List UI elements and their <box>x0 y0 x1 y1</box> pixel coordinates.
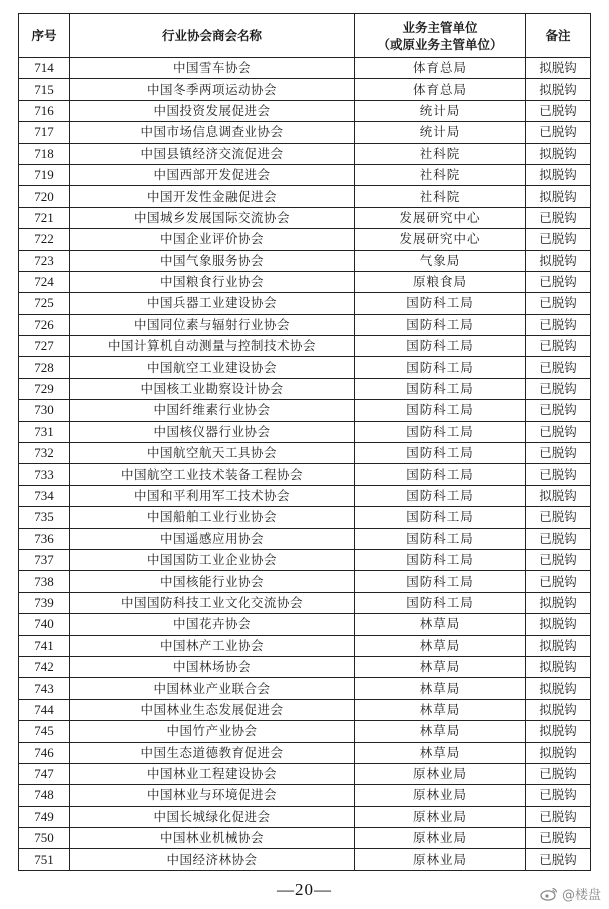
cell-name: 中国航空工业建设协会 <box>70 357 355 378</box>
table-row <box>19 250 591 271</box>
cell-note: 已脱钩 <box>526 443 591 464</box>
table-row <box>19 357 591 378</box>
cell-name: 中国林业与环境促进会 <box>70 785 355 806</box>
table-row <box>19 229 591 250</box>
table-row <box>19 785 591 806</box>
cell-name: 中国林业产业联合会 <box>70 678 355 699</box>
cell-name: 中国林业工程建设协会 <box>70 763 355 784</box>
cell-name: 中国长城绿化促进会 <box>70 806 355 827</box>
cell-name: 中国雪车协会 <box>70 58 355 79</box>
table-row <box>19 271 591 292</box>
table-row <box>19 507 591 528</box>
table-row <box>19 207 591 228</box>
cell-name: 中国林产工业协会 <box>70 635 355 656</box>
table-row <box>19 336 591 357</box>
table-row <box>19 635 591 656</box>
association-table-container <box>18 13 590 871</box>
cell-unit: 林草局 <box>355 678 526 699</box>
cell-num: 741 <box>19 635 70 656</box>
cell-unit: 国防科工局 <box>355 549 526 570</box>
table-row <box>19 699 591 720</box>
cell-num: 719 <box>19 164 70 185</box>
cell-unit: 林草局 <box>355 721 526 742</box>
cell-note: 已脱钩 <box>526 207 591 228</box>
cell-note: 拟脱钩 <box>526 186 591 207</box>
cell-note: 已脱钩 <box>526 549 591 570</box>
cell-unit: 国防科工局 <box>355 314 526 335</box>
cell-name: 中国企业评价协会 <box>70 229 355 250</box>
cell-unit: 国防科工局 <box>355 464 526 485</box>
table-row <box>19 806 591 827</box>
cell-num: 744 <box>19 699 70 720</box>
table-row <box>19 849 591 870</box>
cell-note: 拟脱钩 <box>526 250 591 271</box>
cell-num: 722 <box>19 229 70 250</box>
cell-num: 737 <box>19 549 70 570</box>
cell-note: 拟脱钩 <box>526 164 591 185</box>
cell-num: 717 <box>19 122 70 143</box>
cell-unit: 国防科工局 <box>355 592 526 613</box>
cell-unit: 气象局 <box>355 250 526 271</box>
cell-num: 733 <box>19 464 70 485</box>
watermark-text: @楼盘 <box>561 888 601 903</box>
table-row <box>19 721 591 742</box>
table-row <box>19 678 591 699</box>
cell-note: 拟脱钩 <box>526 592 591 613</box>
cell-num: 734 <box>19 485 70 506</box>
cell-note: 已脱钩 <box>526 229 591 250</box>
cell-num: 743 <box>19 678 70 699</box>
header-note: 备注 <box>526 14 591 58</box>
cell-note: 已脱钩 <box>526 571 591 592</box>
cell-name: 中国航空工业技术装备工程协会 <box>70 464 355 485</box>
cell-name: 中国投资发展促进会 <box>70 100 355 121</box>
cell-name: 中国县镇经济交流促进会 <box>70 143 355 164</box>
cell-unit: 体育总局 <box>355 79 526 100</box>
cell-unit: 国防科工局 <box>355 443 526 464</box>
cell-note: 已脱钩 <box>526 528 591 549</box>
cell-note: 拟脱钩 <box>526 614 591 635</box>
table-body <box>19 58 591 871</box>
cell-name: 中国经济林协会 <box>70 849 355 870</box>
cell-num: 738 <box>19 571 70 592</box>
table-row <box>19 549 591 570</box>
cell-note: 已脱钩 <box>526 357 591 378</box>
cell-num: 728 <box>19 357 70 378</box>
cell-unit: 国防科工局 <box>355 507 526 528</box>
cell-num: 739 <box>19 592 70 613</box>
cell-num: 749 <box>19 806 70 827</box>
table-row <box>19 485 591 506</box>
cell-num: 729 <box>19 378 70 399</box>
cell-unit: 国防科工局 <box>355 421 526 442</box>
cell-note: 已脱钩 <box>526 314 591 335</box>
cell-unit: 国防科工局 <box>355 400 526 421</box>
cell-name: 中国竹产业协会 <box>70 721 355 742</box>
table-row <box>19 293 591 314</box>
cell-note: 已脱钩 <box>526 763 591 784</box>
cell-name: 中国西部开发促进会 <box>70 164 355 185</box>
cell-unit: 原林业局 <box>355 763 526 784</box>
table-row <box>19 100 591 121</box>
cell-unit: 原林业局 <box>355 849 526 870</box>
table-row <box>19 79 591 100</box>
cell-unit: 发展研究中心 <box>355 229 526 250</box>
cell-unit: 国防科工局 <box>355 528 526 549</box>
weibo-icon <box>540 887 558 901</box>
cell-num: 740 <box>19 614 70 635</box>
cell-unit: 国防科工局 <box>355 293 526 314</box>
cell-num: 747 <box>19 763 70 784</box>
header-unit-line2: （或原业务主管单位） <box>377 36 503 52</box>
cell-num: 725 <box>19 293 70 314</box>
cell-note: 拟脱钩 <box>526 79 591 100</box>
cell-num: 721 <box>19 207 70 228</box>
cell-name: 中国气象服务协会 <box>70 250 355 271</box>
cell-note: 拟脱钩 <box>526 485 591 506</box>
cell-num: 714 <box>19 58 70 79</box>
cell-note: 拟脱钩 <box>526 143 591 164</box>
cell-note: 已脱钩 <box>526 828 591 849</box>
cell-note: 拟脱钩 <box>526 721 591 742</box>
cell-num: 724 <box>19 271 70 292</box>
cell-note: 已脱钩 <box>526 785 591 806</box>
cell-note: 已脱钩 <box>526 849 591 870</box>
cell-name: 中国船舶工业行业协会 <box>70 507 355 528</box>
cell-num: 720 <box>19 186 70 207</box>
cell-name: 中国遥感应用协会 <box>70 528 355 549</box>
cell-note: 拟脱钩 <box>526 742 591 763</box>
cell-num: 745 <box>19 721 70 742</box>
cell-num: 718 <box>19 143 70 164</box>
cell-name: 中国国防工业企业协会 <box>70 549 355 570</box>
cell-note: 已脱钩 <box>526 507 591 528</box>
table-row <box>19 592 591 613</box>
cell-name: 中国兵器工业建设协会 <box>70 293 355 314</box>
cell-num: 726 <box>19 314 70 335</box>
cell-unit: 国防科工局 <box>355 571 526 592</box>
cell-note: 拟脱钩 <box>526 678 591 699</box>
cell-unit: 发展研究中心 <box>355 207 526 228</box>
cell-name: 中国林业生态发展促进会 <box>70 699 355 720</box>
cell-num: 732 <box>19 443 70 464</box>
table-row <box>19 828 591 849</box>
cell-name: 中国冬季两项运动协会 <box>70 79 355 100</box>
cell-unit: 统计局 <box>355 122 526 143</box>
table-row <box>19 464 591 485</box>
cell-unit: 林草局 <box>355 742 526 763</box>
cell-name: 中国开发性金融促进会 <box>70 186 355 207</box>
cell-name: 中国城乡发展国际交流协会 <box>70 207 355 228</box>
watermark <box>540 884 601 903</box>
cell-name: 中国核工业勘察设计协会 <box>70 378 355 399</box>
header-unit <box>355 14 526 58</box>
cell-note: 已脱钩 <box>526 400 591 421</box>
cell-unit: 社科院 <box>355 164 526 185</box>
table-row <box>19 742 591 763</box>
table-row <box>19 378 591 399</box>
cell-note: 已脱钩 <box>526 122 591 143</box>
table-row <box>19 143 591 164</box>
cell-note: 拟脱钩 <box>526 656 591 677</box>
cell-unit: 国防科工局 <box>355 378 526 399</box>
cell-note: 已脱钩 <box>526 464 591 485</box>
table-row <box>19 763 591 784</box>
header-num: 序号 <box>19 14 70 58</box>
cell-unit: 林草局 <box>355 656 526 677</box>
cell-name: 中国核仪器行业协会 <box>70 421 355 442</box>
cell-unit: 林草局 <box>355 699 526 720</box>
cell-note: 已脱钩 <box>526 293 591 314</box>
cell-num: 716 <box>19 100 70 121</box>
cell-num: 751 <box>19 849 70 870</box>
table-row <box>19 528 591 549</box>
cell-note: 拟脱钩 <box>526 699 591 720</box>
cell-note: 拟脱钩 <box>526 58 591 79</box>
cell-num: 742 <box>19 656 70 677</box>
table-row <box>19 443 591 464</box>
table-row <box>19 614 591 635</box>
table-row <box>19 58 591 79</box>
cell-name: 中国市场信息调查业协会 <box>70 122 355 143</box>
table-row <box>19 164 591 185</box>
cell-name: 中国和平利用军工技术协会 <box>70 485 355 506</box>
table-row <box>19 186 591 207</box>
cell-note: 已脱钩 <box>526 100 591 121</box>
cell-num: 730 <box>19 400 70 421</box>
cell-note: 已脱钩 <box>526 806 591 827</box>
cell-name: 中国国防科技工业文化交流协会 <box>70 592 355 613</box>
cell-name: 中国生态道德教育促进会 <box>70 742 355 763</box>
cell-note: 已脱钩 <box>526 378 591 399</box>
cell-num: 746 <box>19 742 70 763</box>
cell-unit: 统计局 <box>355 100 526 121</box>
table-row <box>19 314 591 335</box>
cell-num: 748 <box>19 785 70 806</box>
cell-name: 中国林业机械协会 <box>70 828 355 849</box>
table-header-row <box>19 14 591 58</box>
table-row <box>19 656 591 677</box>
header-name: 行业协会商会名称 <box>70 14 355 58</box>
cell-unit: 原林业局 <box>355 785 526 806</box>
cell-unit: 原林业局 <box>355 828 526 849</box>
cell-num: 736 <box>19 528 70 549</box>
cell-unit: 原粮食局 <box>355 271 526 292</box>
table-row <box>19 400 591 421</box>
cell-unit: 林草局 <box>355 614 526 635</box>
cell-note: 已脱钩 <box>526 421 591 442</box>
cell-num: 723 <box>19 250 70 271</box>
cell-unit: 社科院 <box>355 186 526 207</box>
table-row <box>19 571 591 592</box>
cell-num: 735 <box>19 507 70 528</box>
cell-unit: 国防科工局 <box>355 357 526 378</box>
cell-name: 中国纤维素行业协会 <box>70 400 355 421</box>
cell-note: 已脱钩 <box>526 336 591 357</box>
cell-name: 中国林场协会 <box>70 656 355 677</box>
cell-unit: 国防科工局 <box>355 336 526 357</box>
cell-num: 731 <box>19 421 70 442</box>
cell-unit: 国防科工局 <box>355 485 526 506</box>
cell-unit: 林草局 <box>355 635 526 656</box>
cell-num: 727 <box>19 336 70 357</box>
cell-unit: 社科院 <box>355 143 526 164</box>
cell-name: 中国粮食行业协会 <box>70 271 355 292</box>
cell-name: 中国同位素与辐射行业协会 <box>70 314 355 335</box>
cell-unit: 体育总局 <box>355 58 526 79</box>
association-table <box>18 13 591 871</box>
cell-note: 已脱钩 <box>526 271 591 292</box>
cell-name: 中国核能行业协会 <box>70 571 355 592</box>
table-row <box>19 421 591 442</box>
cell-num: 715 <box>19 79 70 100</box>
table-row <box>19 122 591 143</box>
cell-name: 中国花卉协会 <box>70 614 355 635</box>
page-number: —20— <box>277 880 332 899</box>
cell-note: 拟脱钩 <box>526 635 591 656</box>
cell-name: 中国计算机自动测量与控制技术协会 <box>70 336 355 357</box>
table-header <box>19 14 591 58</box>
cell-name: 中国航空航天工具协会 <box>70 443 355 464</box>
cell-unit: 原林业局 <box>355 806 526 827</box>
header-unit-line1: 业务主管单位 <box>402 19 478 35</box>
cell-num: 750 <box>19 828 70 849</box>
